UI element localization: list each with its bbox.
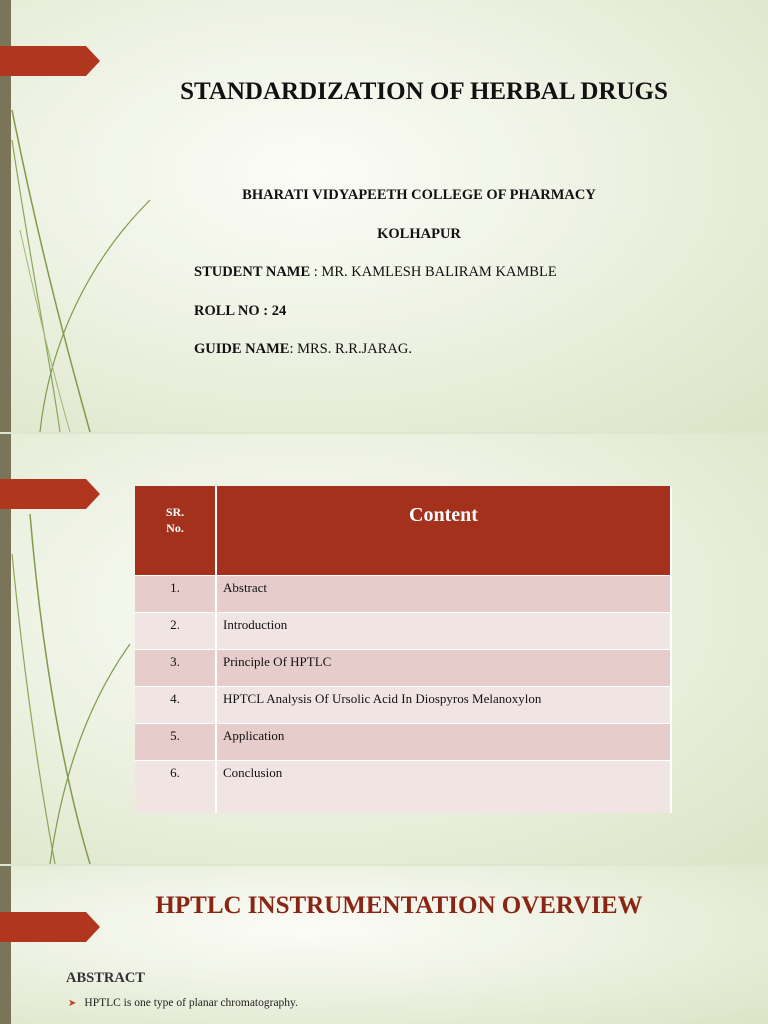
row-number: 3. — [135, 650, 216, 687]
row-text: Principle Of HPTLC — [216, 650, 671, 687]
slide-title: HPTLC INSTRUMENTATION OVERVIEW — [155, 892, 643, 919]
guide-label: GUIDE NAME — [194, 341, 290, 357]
row-number: 4. — [135, 687, 216, 724]
slide-title: STANDARDIZATION OF HERBAL DRUGS — [180, 78, 668, 105]
guide-value: : MRS. R.R.JARAG. — [289, 341, 412, 357]
arrow-tab — [0, 479, 100, 509]
content-slide — [0, 434, 768, 864]
content-header: Content — [216, 486, 671, 576]
table-row — [135, 761, 671, 814]
table-row — [135, 650, 671, 687]
table-row — [135, 613, 671, 650]
student-label: STUDENT NAME — [194, 264, 311, 280]
college-name: BHARATI VIDYAPEETH COLLEGE OF PHARMACY — [242, 187, 596, 203]
row-text: Application — [216, 724, 671, 761]
row-text: HPTCL Analysis Of Ursolic Acid In Diospyros Melanoxylon — [216, 687, 671, 724]
row-number: 2. — [135, 613, 216, 650]
arrow-tab — [0, 46, 100, 76]
abstract-slide — [0, 866, 768, 1024]
sr-no-header: SR. No. — [135, 486, 216, 576]
student-name-line — [194, 264, 557, 281]
chevron-right-icon: ➤ — [68, 998, 77, 1009]
bullet-text: HPTLC is one type of planar chromatography. — [84, 997, 298, 1009]
side-bar — [0, 866, 11, 1024]
row-text: Abstract — [216, 576, 671, 613]
bullet-item — [68, 997, 298, 1009]
section-heading: ABSTRACT — [66, 970, 145, 986]
guide-name-line — [194, 341, 412, 358]
row-text: Conclusion — [216, 761, 671, 814]
student-value: : MR. KAMLESH BALIRAM KAMBLE — [310, 264, 557, 280]
table-row — [135, 724, 671, 761]
content-table — [135, 486, 672, 813]
row-number: 5. — [135, 724, 216, 761]
row-number: 1. — [135, 576, 216, 613]
title-slide — [0, 0, 768, 432]
row-text: Introduction — [216, 613, 671, 650]
roll-label: ROLL NO : 24 — [194, 303, 287, 319]
city-name: KOLHAPUR — [377, 226, 461, 242]
row-number: 6. — [135, 761, 216, 814]
roll-no-line — [194, 303, 286, 320]
table-header-row — [135, 486, 671, 576]
table-row — [135, 687, 671, 724]
table-row — [135, 576, 671, 613]
